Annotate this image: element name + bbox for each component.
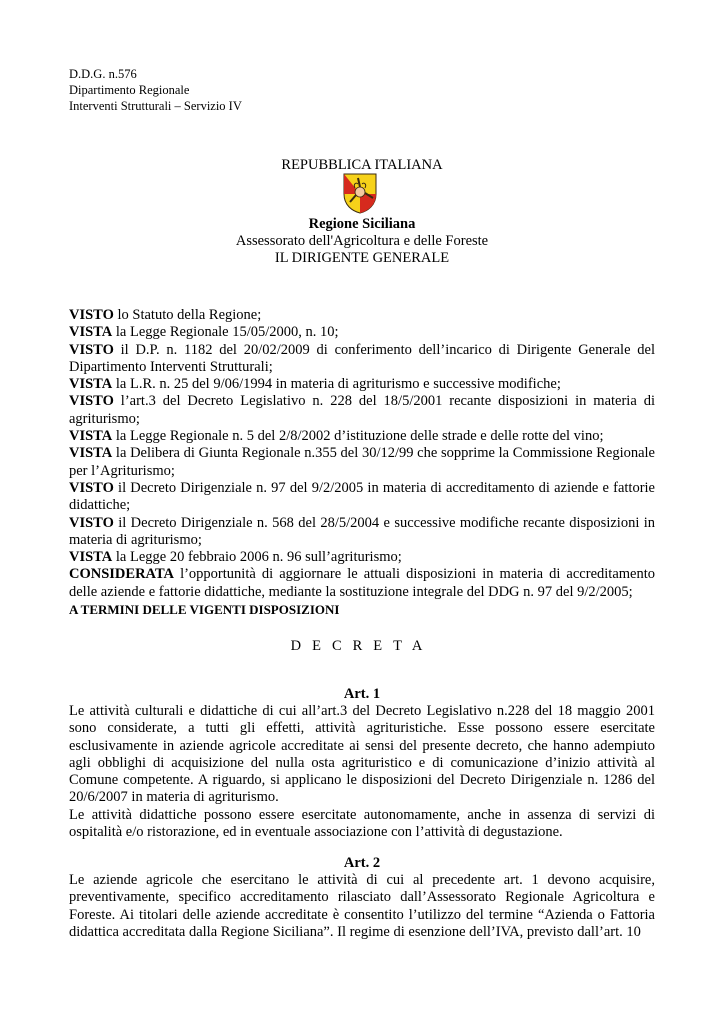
recital-item	[69, 376, 655, 393]
recital-text: la L.R. n. 25 del 9/06/1994 in materia di agriturismo e successive modifiche;	[112, 376, 561, 393]
recital-lead: VISTO	[69, 514, 114, 531]
decree-number: D.D.G. n.576	[69, 67, 137, 81]
recital-item	[69, 342, 655, 377]
decreta-heading: DECRETA	[290, 638, 434, 654]
recital-item	[69, 549, 655, 566]
recital-lead: CONSIDERATA	[69, 566, 175, 583]
service-name: Interventi Strutturali – Servizio IV	[69, 99, 242, 113]
recital-lead: VISTO	[69, 393, 114, 410]
recital-item	[69, 428, 655, 445]
recital-item	[69, 307, 655, 324]
article-1-body	[69, 703, 655, 841]
recital-item	[69, 480, 655, 515]
recitals	[69, 307, 655, 618]
department-name: Dipartimento Regionale	[69, 83, 190, 97]
recital-lead: VISTA	[69, 324, 113, 341]
recital-text: la Legge Regionale 15/05/2000, n. 10;	[112, 324, 339, 341]
recital-lead: VISTA	[69, 445, 113, 462]
article-2-title: Art. 2	[343, 855, 381, 871]
recital-text: la Delibera di Giunta Regionale n.355 del 30/12/99 che sopprime la Commissione Regionale per l’Agriturismo;	[69, 445, 655, 479]
recital-lead: VISTO	[69, 307, 114, 323]
dirigente-title: IL DIRIGENTE GENERALE	[274, 250, 450, 266]
termini-line: A TERMINI DELLE VIGENTI DISPOSIZIONI	[69, 602, 340, 618]
article-2-paragraph-1: Le aziende agricole che esercitano le attività di cui al precedente art. 1 devono acquisire, preventivamente, specifico accreditamento rilasciato dall’Assessorato Regionale Agricoltura e Foreste. Ai titolari delle aziende accreditate è consentito l’utilizzo del termine “Azienda o Fattoria didattica accreditata dalla Regione Siciliana”. Il regime di esenzione dell’IVA, previsto dall’art. 10	[69, 872, 655, 940]
article-1-paragraph-1: Le attività culturali e didattiche di cui all’art.3 del Decreto Legislativo n.228 del 18 maggio 2001 sono considerate, a tutti gli effetti, attività agrituristiche. Esse possono essere esercitate esclusivamente in aziende agricole accreditate ai sensi del presente decreto, che hanno adempiuto agli obblighi di acquisizione del nulla osta agrituristico e di comunicazione d’inizio attività al Comune competente. A riguardo, si applicano le disposizioni del Decreto Dirigenziale n. 1286 del 20/6/2007 in materia di agriturismo.	[69, 703, 655, 806]
republic-title: REPUBBLICA ITALIANA	[281, 157, 443, 173]
trinacria-emblem-icon	[341, 172, 379, 214]
recital-text: il Decreto Dirigenziale n. 97 del 9/2/2005 in materia di accreditamento di aziende e fattorie didattiche;	[69, 479, 655, 514]
region-name: Regione Siciliana	[308, 216, 416, 232]
recital-text: il D.P. n. 1182 del 20/02/2009 di conferimento dell’incarico di Dirigente Generale del Dipartimento Interventi Strutturali;	[69, 341, 655, 375]
recital-lead: VISTA	[69, 428, 113, 445]
recital-text: la Legge 20 febbraio 2006 n. 96 sull’agriturismo;	[112, 549, 402, 566]
region-block	[69, 216, 655, 267]
recital-text: il Decreto Dirigenziale n. 568 del 28/5/2004 e successive modifiche recante disposizioni in materia di agriturismo;	[69, 514, 655, 548]
recital-item	[69, 393, 655, 428]
recital-item	[69, 445, 655, 480]
assessorato-name: Assessorato dell'Agricoltura e delle Foreste	[235, 233, 489, 249]
article-1-paragraph-2: Le attività didattiche possono essere esercitate autonomamente, anche in assenza di servizi di ospitalità e/o ristorazione, ed in eventuale associazione con l’attività di degustazione.	[69, 806, 655, 841]
recital-text: lo Statuto della Regione;	[113, 307, 262, 323]
article-2-body	[69, 872, 655, 941]
recital-item	[69, 515, 655, 550]
document-header	[69, 66, 242, 114]
recital-lead: VISTO	[69, 341, 114, 358]
article-1-title: Art. 1	[343, 686, 381, 702]
recital-lead: VISTA	[69, 376, 113, 393]
recital-lead: VISTO	[69, 479, 114, 496]
recital-text: l’art.3 del Decreto Legislativo n. 228 del 18/5/2001 recante disposizioni in materia di agriturismo;	[69, 393, 655, 427]
recital-text: la Legge Regionale n. 5 del 2/8/2002 d’istituzione delle strade e delle rotte del vino;	[112, 428, 604, 445]
recital-text: l’opportunità di aggiornare le attuali disposizioni in materia di accreditamento delle aziende e fattorie didattiche, mediante la sostituzione integrale del DDG n. 97 del 9/2/2005;	[69, 566, 655, 600]
recital-lead: VISTA	[69, 549, 113, 566]
recital-item	[69, 324, 655, 341]
recital-item	[69, 566, 655, 601]
